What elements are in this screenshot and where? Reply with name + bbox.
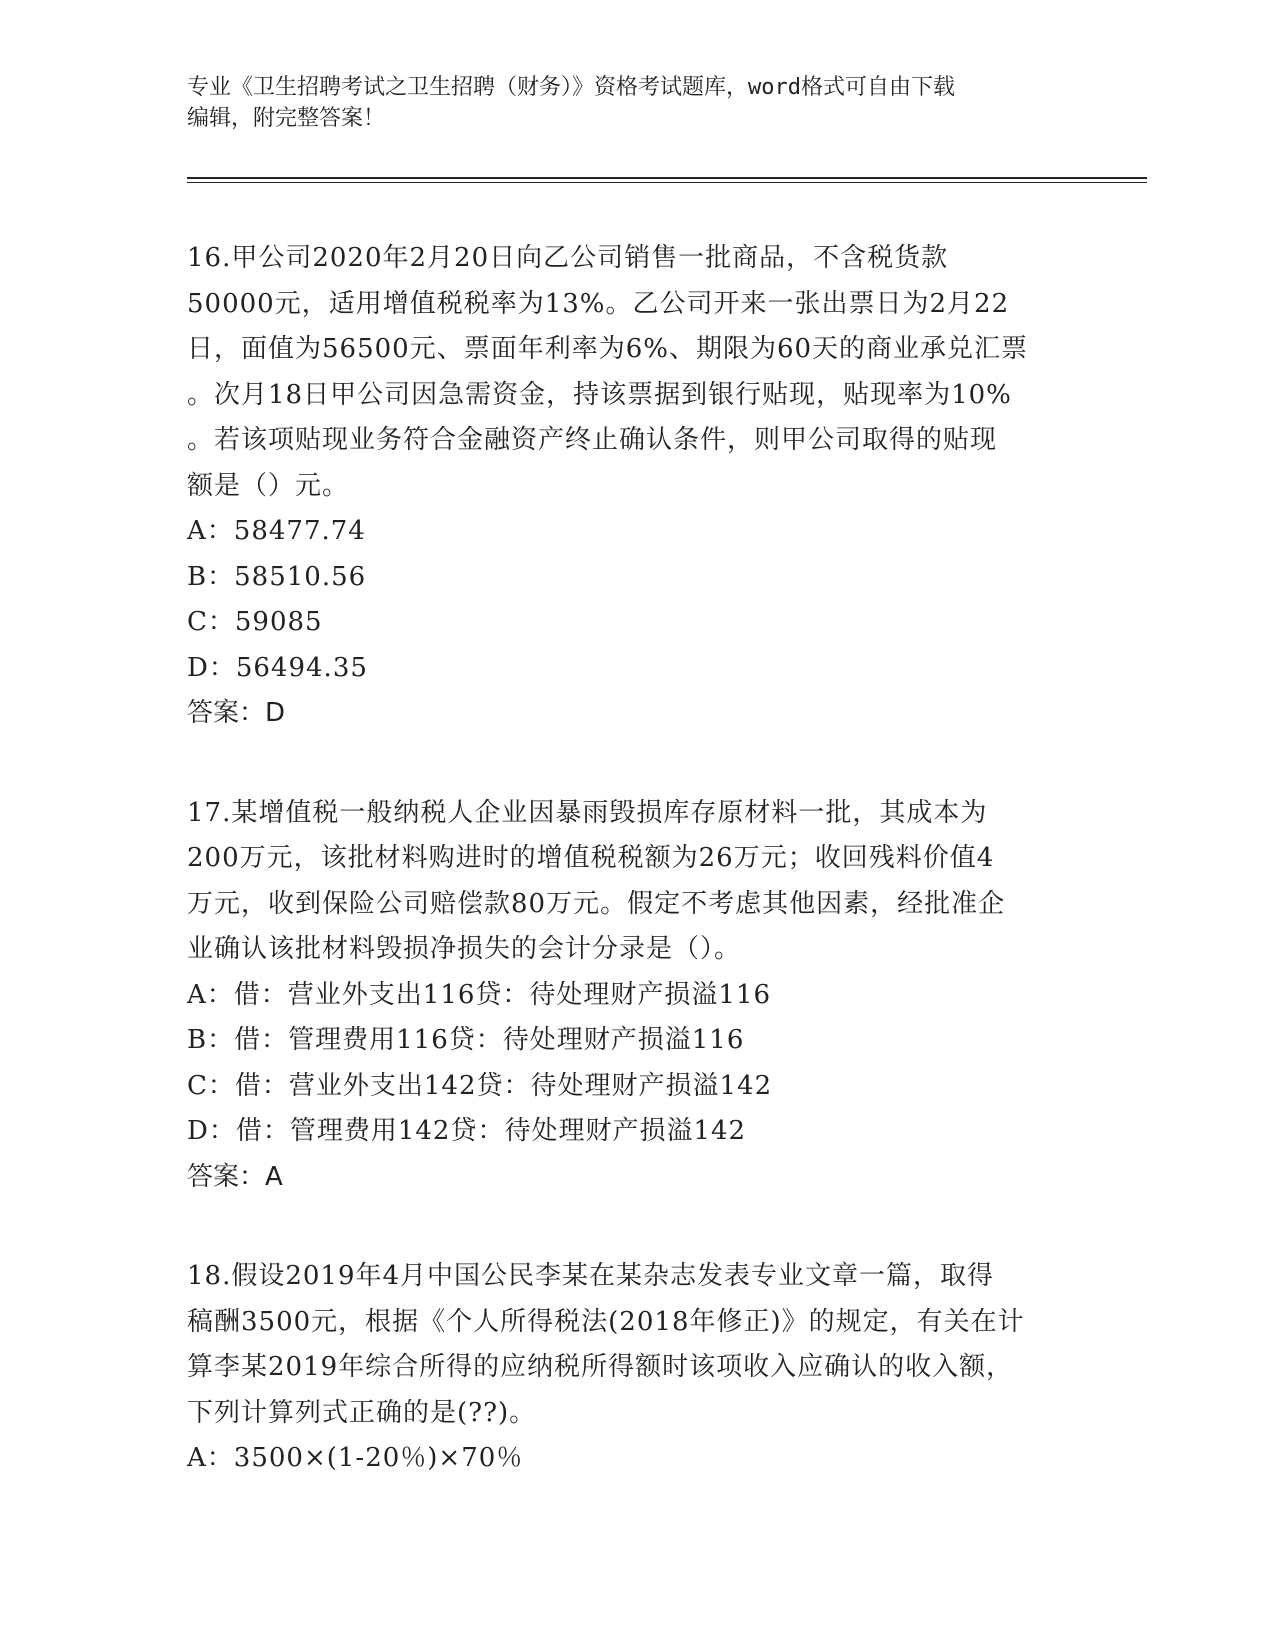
header-line-1: 专业《卫生招聘考试之卫生招聘（财务）》资格考试题库，word格式可自由下载 bbox=[187, 75, 955, 100]
option-d: D：56494.35 bbox=[187, 652, 368, 683]
option-a: A：借：营业外支出116贷：待处理财产损溢116 bbox=[187, 979, 772, 1010]
stem-line: 日，面值为56500元、票面年利率为6%、期限为60天的商业承兑汇票 bbox=[187, 334, 1029, 364]
answer: 答案：A bbox=[187, 1161, 283, 1192]
stem-line: 50000元，适用增值税税率为13%。乙公司开来一张出票日为2月22 bbox=[187, 288, 1010, 319]
question-17 bbox=[187, 791, 1087, 1201]
question-16 bbox=[187, 236, 1087, 737]
option-a: A：3500×(1-20％)×70％ bbox=[187, 1443, 524, 1473]
question-list bbox=[187, 236, 1087, 1536]
question-18 bbox=[187, 1254, 1087, 1482]
header-line-2: 编辑，附完整答案！ bbox=[187, 106, 386, 131]
header-divider-thick bbox=[187, 177, 1147, 179]
stem-line: 万元，收到保险公司赔偿款80万元。假定不考虑其他因素，经批准企 bbox=[187, 888, 1006, 919]
answer: 答案：D bbox=[187, 698, 286, 728]
stem-line: 。若该项贴现业务符合金融资产终止确认条件，则甲公司取得的贴现 bbox=[187, 425, 998, 455]
stem-line: 。次月18日甲公司因急需资金，持该票据到银行贴现，贴现率为10% bbox=[187, 379, 1012, 410]
option-b: B：借：管理费用116贷：待处理财产损溢116 bbox=[187, 1025, 745, 1055]
stem-line: 稿酬3500元，根据《个人所得税法(2018年修正)》的规定，有关在计 bbox=[187, 1306, 1025, 1337]
option-a: A：58477.74 bbox=[187, 516, 366, 546]
stem-line: 算李某2019年综合所得的应纳税所得额时该项收入应确认的收入额， bbox=[187, 1352, 1014, 1382]
stem-line: 16.甲公司2020年2月20日向乙公司销售一批商品，不含税货款 bbox=[187, 243, 949, 273]
header-divider-thin bbox=[187, 182, 1147, 183]
question-stem bbox=[187, 791, 1087, 973]
option-d: D：借：管理费用142贷：待处理财产损溢142 bbox=[187, 1116, 747, 1146]
option-c: C：借：营业外支出142贷：待处理财产损溢142 bbox=[187, 1070, 773, 1101]
stem-line: 下列计算列式正确的是(??)。 bbox=[187, 1397, 537, 1428]
option-b: B：58510.56 bbox=[187, 561, 367, 592]
stem-line: 17.某增值税一般纳税人企业因暴雨毁损库存原材料一批，其成本为 bbox=[187, 797, 988, 828]
stem-line: 200万元，该批材料购进时的增值税税额为26万元；收回残料价值4 bbox=[187, 843, 995, 873]
stem-line: 业确认该批材料毁损净损失的会计分录是（）。 bbox=[187, 934, 742, 964]
stem-line: 18.假设2019年4月中国公民李某在某杂志发表专业文章一篇，取得 bbox=[187, 1261, 995, 1291]
document-header bbox=[187, 72, 1087, 134]
question-stem bbox=[187, 1254, 1087, 1436]
stem-line: 额是（）元。 bbox=[187, 470, 350, 501]
option-c: C：59085 bbox=[187, 607, 323, 637]
question-stem bbox=[187, 236, 1087, 509]
